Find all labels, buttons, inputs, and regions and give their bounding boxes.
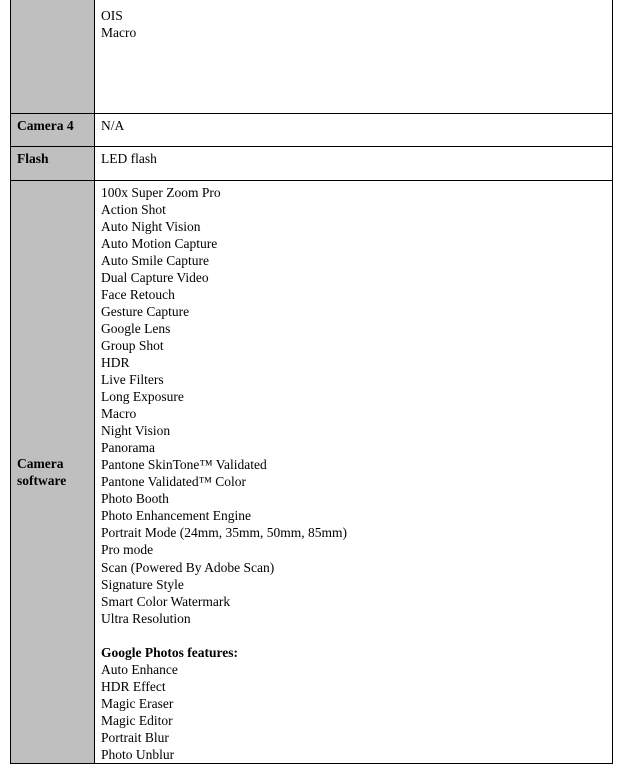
spec-line	[101, 627, 606, 644]
row-label-cell	[11, 146, 95, 180]
spec-line: OIS	[101, 8, 123, 23]
spec-line: Pantone SkinTone™ Validated	[101, 457, 267, 473]
spec-line: Google Lens	[101, 320, 171, 336]
value-lines	[101, 117, 606, 134]
spec-line: Pro mode	[101, 542, 154, 558]
spec-line: Macro	[101, 25, 137, 41]
spec-line: Photo Booth	[101, 491, 169, 507]
spec-line: Auto Night Vision	[101, 218, 201, 234]
spec-table-body	[11, 0, 613, 764]
spec-line: Panorama	[101, 440, 155, 456]
row-label-cell	[11, 0, 95, 113]
spec-line: Pantone Validated™ Color	[101, 474, 246, 490]
spec-line: LED flash	[101, 150, 157, 166]
spec-line: Magic Editor	[101, 712, 173, 728]
value-lines	[101, 7, 606, 41]
spec-line: Scan (Powered By Adobe Scan)	[101, 559, 275, 575]
spec-line: Dual Capture Video	[101, 269, 209, 285]
spec-line: Signature Style	[101, 576, 184, 592]
spec-line: Gesture Capture	[101, 303, 190, 319]
row-value-cell	[95, 146, 613, 180]
row-label-cell	[11, 180, 95, 764]
spec-line: HDR Effect	[101, 678, 166, 694]
spec-line: Face Retouch	[101, 286, 175, 302]
table-row-camera-software	[11, 180, 613, 764]
spec-line: Photo Unblur	[101, 747, 175, 763]
camera-spec-table	[10, 0, 613, 764]
spec-line: Ultra Resolution	[101, 610, 191, 626]
value-lines	[101, 150, 606, 167]
spec-line: Long Exposure	[101, 389, 184, 405]
row-label: Flash	[17, 150, 49, 166]
table-row-continued	[11, 0, 613, 113]
spec-line: Auto Smile Capture	[101, 252, 209, 268]
spec-line: Photo Enhancement Engine	[101, 508, 251, 524]
spec-line: Smart Color Watermark	[101, 593, 231, 609]
table-row-flash	[11, 146, 613, 180]
value-lines	[101, 184, 606, 764]
spec-line: Group Shot	[101, 337, 164, 353]
spec-line: HDR	[101, 354, 130, 370]
row-label-cell	[11, 113, 95, 146]
spec-line: Action Shot	[101, 201, 166, 217]
spec-line: Night Vision	[101, 423, 171, 439]
spec-line: Live Filters	[101, 372, 164, 388]
spec-line: Auto Motion Capture	[101, 235, 218, 251]
table-row-camera-4	[11, 113, 613, 146]
row-label: Camera 4	[17, 117, 74, 133]
spec-line: N/A	[101, 117, 125, 133]
spec-line: Auto Enhance	[101, 661, 178, 677]
row-label: Camera software	[17, 455, 67, 488]
spec-line: Macro	[101, 406, 137, 422]
spec-line: 100x Super Zoom Pro	[101, 184, 221, 200]
row-value-cell	[95, 113, 613, 146]
spec-line: Magic Eraser	[101, 695, 174, 711]
row-value-cell	[95, 180, 613, 764]
row-value-cell	[95, 0, 613, 113]
spec-line: Portrait Mode (24mm, 35mm, 50mm, 85mm)	[101, 525, 347, 541]
spec-line: Portrait Blur	[101, 730, 169, 745]
spec-line: Google Photos features:	[101, 644, 238, 660]
